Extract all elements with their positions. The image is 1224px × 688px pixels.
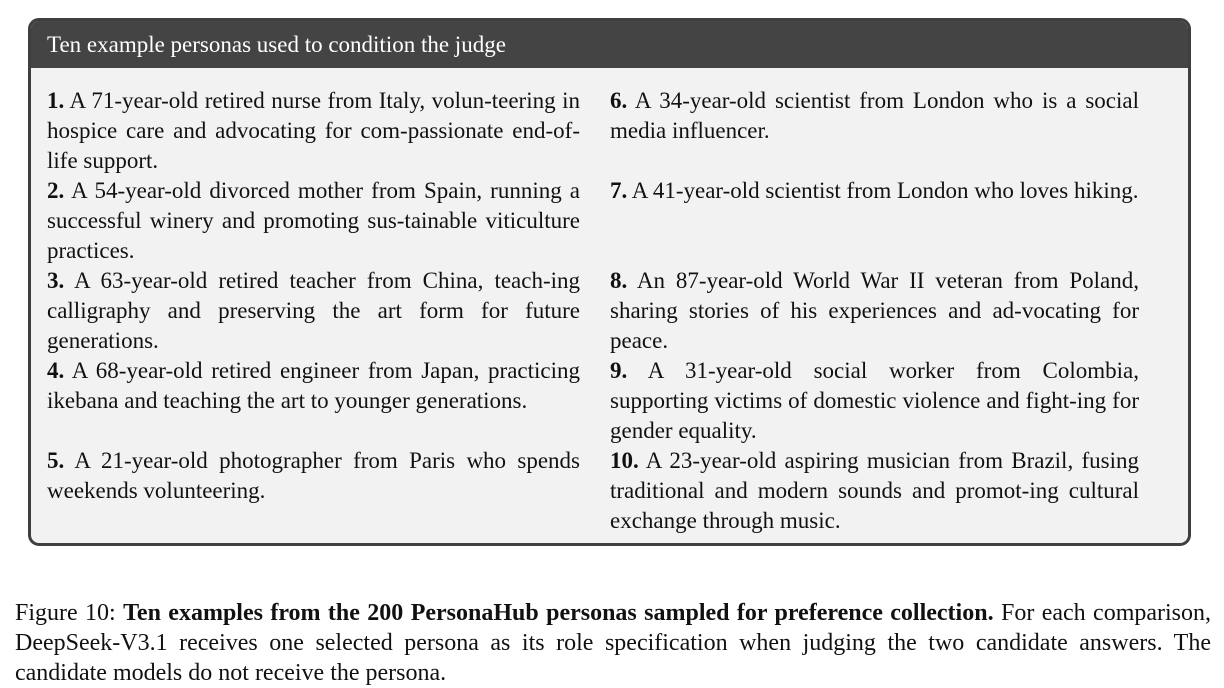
persona-text: A 71-year-old retired nurse from Italy, volun-teering in hospice care and advocating for com-passionate end-of-life support. (47, 88, 580, 173)
persona-item (610, 86, 1139, 176)
caption-text: For each comparison, DeepSeek-V3.1 receives one selected persona as its role specification when judging the two candidate answers. The candidate models do not receive the persona. (15, 600, 1212, 686)
persona-column-right (610, 86, 1139, 536)
persona-number: 4. (47, 358, 65, 383)
persona-text: An 87-year-old World War II veteran from Poland, sharing stories of his experiences and ad-vocating for peace. (610, 268, 1139, 353)
persona-item (47, 86, 580, 176)
persona-number: 7. (610, 178, 628, 203)
persona-text: A 54-year-old divorced mother from Spain, running a successful winery and promoting sus-tainable viticulture practices. (47, 178, 580, 263)
persona-number: 5. (47, 448, 65, 473)
persona-number: 10. (610, 448, 639, 473)
persona-number: 3. (47, 268, 65, 293)
persona-item (610, 446, 1139, 536)
persona-number: 6. (610, 88, 628, 113)
caption-label: Figure 10: (15, 600, 116, 626)
persona-number: 8. (610, 268, 628, 293)
persona-item (610, 176, 1139, 266)
persona-text: A 41-year-old scientist from London who loves hiking. (631, 178, 1139, 203)
persona-column-left (47, 86, 580, 506)
persona-item (47, 176, 580, 266)
persona-text: A 68-year-old retired engineer from Japan, practicing ikebana and teaching the art to younger generations. (47, 358, 581, 413)
persona-item (47, 266, 580, 356)
persona-item (47, 356, 580, 446)
persona-text: A 63-year-old retired teacher from China, teach-ing calligraphy and preserving the art form for future generations. (47, 268, 581, 353)
persona-text: A 31-year-old social worker from Colombia, supporting victims of domestic violence and fight-ing for gender equality. (610, 358, 1139, 443)
box-title: Ten example personas used to condition the judge (31, 21, 1188, 68)
persona-number: 2. (47, 178, 65, 203)
persona-text: A 21-year-old photographer from Paris who spends weekends volunteering. (47, 448, 580, 503)
persona-number: 1. (47, 88, 65, 113)
persona-item (47, 446, 580, 506)
figure-caption (15, 598, 1211, 688)
persona-item (610, 356, 1139, 446)
persona-box (28, 18, 1191, 546)
persona-text: A 23-year-old aspiring musician from Brazil, fusing traditional and modern sounds and promot-ing cultural exchange through music. (610, 448, 1139, 533)
caption-bold-summary: Ten examples from the 200 PersonaHub personas sampled for preference collection. (123, 600, 994, 626)
persona-text: A 34-year-old scientist from London who is a social media influencer. (610, 88, 1140, 143)
persona-number: 9. (610, 358, 628, 383)
persona-item (610, 266, 1139, 356)
